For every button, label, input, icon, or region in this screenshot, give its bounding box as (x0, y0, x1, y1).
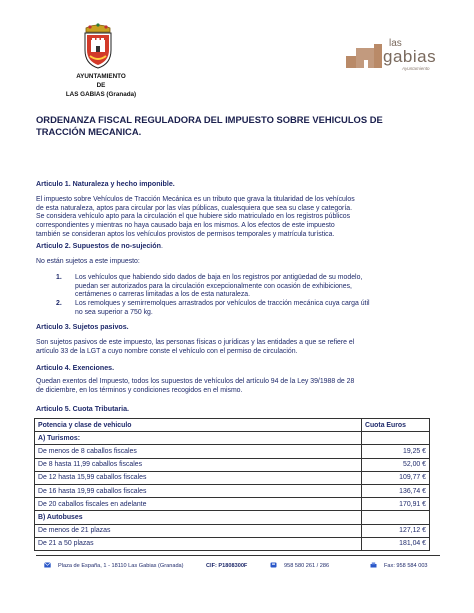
article-4-body (36, 378, 440, 395)
vehicle-class-cell: De 8 hasta 11,99 caballos fiscales (35, 458, 362, 471)
tax-table (34, 418, 430, 551)
amount-cell: 127,12 € (362, 524, 430, 537)
article-2-heading-dot: . (160, 242, 163, 250)
table-header-row (35, 419, 430, 432)
list-item-line: Los remolques y semirremolques arrastrados por vehículos de tracción mecánica cuya carga útil (75, 300, 370, 307)
footer-cif: CIF: P1808300F (206, 563, 248, 569)
amount-cell: 181,04 € (362, 537, 430, 550)
footer-address: Plaza de España, 1 - 18110 Las Gabias (Granada) (58, 563, 184, 569)
vehicle-class-cell: De 20 caballos fiscales en adelante (35, 498, 362, 511)
vehicle-class-cell: De menos de 21 plazas (35, 524, 362, 537)
column-header-vehicle: Potencia y clase de vehiculo (35, 419, 362, 432)
paragraph-line: también se consideran aptos los vehículos provistos de permisos temporales y matrícula turística. (36, 230, 335, 238)
article-5-heading: Articulo 5. Cuota Tributaria. (36, 405, 130, 413)
table-section-row (35, 432, 430, 445)
footer-divider (36, 555, 440, 556)
article-2-heading-text: Articulo 2. Supuestos de no-sujeción (36, 242, 161, 250)
document-title (36, 114, 440, 138)
table-row (35, 524, 430, 537)
amount-cell: 109,77 € (362, 471, 430, 484)
paragraph-line: de esta naturaleza, aptos para circular por las vías públicas, cualesquiera que sea su clase y categoría. (36, 204, 353, 212)
amount-cell: 136,74 € (362, 484, 430, 497)
table-row (35, 484, 430, 497)
brand-las-text: las (389, 38, 402, 49)
amount-cell: 19,25 € (362, 445, 430, 458)
table-row (35, 498, 430, 511)
article-3-body (36, 339, 440, 356)
amount-cell: 170,91 € (362, 498, 430, 511)
paragraph-line: Se considera vehículo apto para la circulación el que hubiere sido matriculado en los registros públicos (36, 213, 351, 221)
table-row (35, 471, 430, 484)
vehicle-class-cell: De 16 hasta 19,99 caballos fiscales (35, 484, 362, 497)
footer-fax: Fax: 958 584 003 (384, 563, 428, 569)
list-item-line: puedan ser autorizados para la circulación excepcionalmente con ocasión de exhibiciones, (75, 282, 352, 290)
paragraph-line: correspondientes y mientras no haya causado baja en los mismos. A los efectos de este impuesto (36, 222, 335, 230)
vehicle-class-cell: De 21 a 50 plazas (35, 537, 362, 550)
table-section-row (35, 511, 430, 524)
list-item-line: Los vehículos que habiendo sido dados de baja en los registros por antigüedad de su modelo, (75, 274, 363, 281)
list-item (75, 274, 441, 300)
list-item-line: no sea superior a 750 kg. (75, 308, 153, 316)
envelope-icon (44, 562, 51, 568)
org-line-2: DE (96, 82, 106, 89)
article-1-body (36, 196, 440, 240)
fax-icon (370, 562, 377, 568)
table-row (35, 458, 430, 471)
article-3-heading: Articulo 3. Sujetos pasivos. (36, 323, 129, 331)
org-line-3: LAS GABIAS (Granada) (65, 91, 137, 98)
list-item (75, 300, 441, 317)
paragraph-line: Son sujetos pasivos de este impuesto, las personas físicas o jurídicas y las entidades a que se refiere el (36, 339, 355, 346)
table-row (35, 445, 430, 458)
paragraph-line: de diciembre, en los términos y condiciones recogidos en el mismo. (36, 386, 243, 394)
amount-cell (362, 511, 430, 524)
coat-of-arms-icon (78, 22, 118, 70)
list-item-line: certámenes o carreras limitadas a los de esta naturaleza. (75, 291, 251, 299)
org-line-1: AYUNTAMIENTO (76, 73, 126, 80)
section-label: B) Autobuses (35, 511, 362, 524)
list-item-number: 1. (56, 274, 62, 281)
title-line-1: ORDENANZA FISCAL REGULADORA DEL IMPUESTO SOBRE VEHICULOS DE (36, 114, 383, 125)
title-line-2: TRACCIÓN MECANICA. (36, 126, 142, 137)
paragraph-line: Quedan exentos del Impuesto, todos los supuestos de vehículos del artículo 94 de la Ley 39/1988 de 28 (36, 378, 355, 385)
table-row (35, 537, 430, 550)
amount-cell: 52,00 € (362, 458, 430, 471)
vehicle-class-cell: De 12 hasta 15,99 caballos fiscales (35, 471, 362, 484)
brand-subtitle: Ayuntamiento (402, 66, 430, 71)
article-1-heading: Articulo 1. Naturaleza y hecho imponible. (36, 180, 175, 188)
vehicle-class-cell: De menos de 8 caballos fiscales (35, 445, 362, 458)
brand-gabias-text: gabias (383, 47, 437, 66)
article-2-heading (36, 242, 163, 250)
article-2-intro: No están sujetos a este impuesto: (36, 258, 140, 265)
section-label: A) Turismos: (35, 432, 362, 445)
footer (38, 560, 438, 572)
organization-name (56, 72, 146, 99)
paragraph-line: El impuesto sobre Vehículos de Tracción Mecánica es un tributo que grava la titularidad de los vehículos (36, 196, 355, 203)
column-header-amount: Cuota Euros (362, 419, 430, 432)
footer-phone: 958 580 261 / 286 (284, 563, 330, 569)
amount-cell (362, 432, 430, 445)
article-4-heading: Articulo 4. Exenciones. (36, 364, 115, 372)
paragraph-line: artículo 33 de la LGT a cuyo nombre conste el vehículo con el permiso de circulación. (36, 347, 298, 355)
list-item-number: 2. (56, 300, 62, 307)
phone-icon (270, 562, 277, 568)
